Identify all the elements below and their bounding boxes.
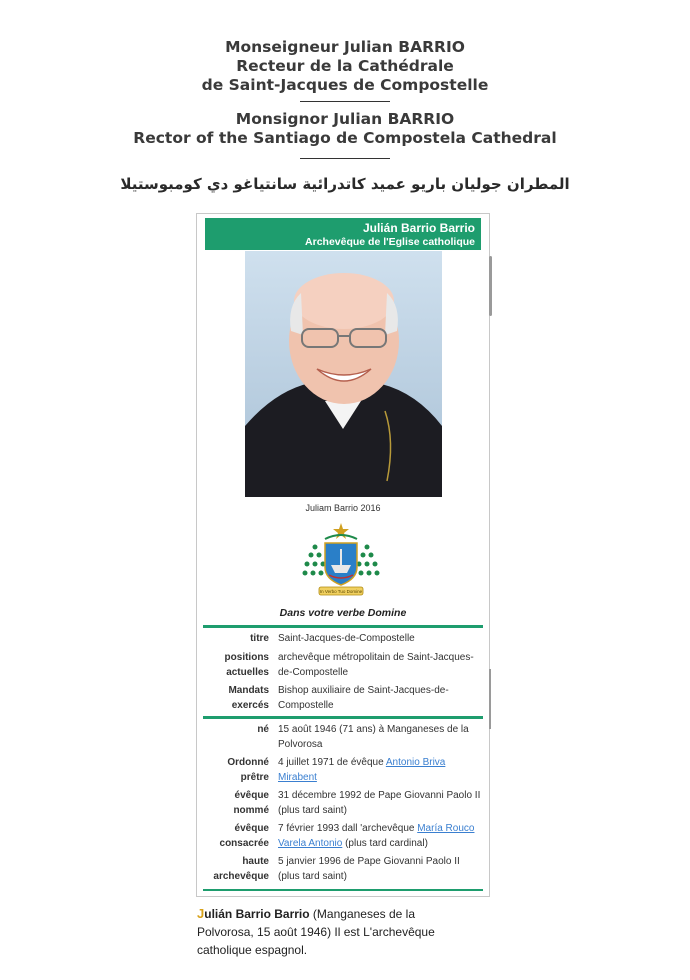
fr-line-1: Monseigneur Julian BARRIO (225, 38, 465, 56)
ordonne-text: 4 juillet 1971 de évêque (278, 757, 386, 768)
coat-of-arms-icon (301, 519, 381, 597)
infobox-title (205, 218, 481, 250)
info-value: 15 août 1946 (71 ans) à Manganeses de la Polvorosa (278, 724, 469, 750)
photo-caption: Juliam Barrio 2016 (305, 503, 381, 513)
divider (300, 158, 390, 159)
portrait-photo (245, 251, 442, 497)
infobox-name: Julián Barrio Barrio (362, 221, 475, 235)
section-separator (203, 889, 483, 891)
infobox-subtitle: Archevêque de l'Eglise catholique (305, 236, 475, 248)
scrollbar-track[interactable] (489, 669, 491, 729)
info-value: 5 janvier 1996 de Pape Giovanni Paolo II (plus tard saint) (278, 856, 460, 882)
coat-of-arms (301, 519, 381, 597)
divider (300, 101, 390, 102)
motto: Dans votre verbe Domine (279, 607, 407, 619)
portrait-image (245, 251, 442, 497)
info-value (278, 821, 483, 851)
info-key: Mandats exercés (228, 685, 269, 711)
english-heading (0, 110, 690, 148)
en-line-2: Rector of the Santiago de Compostela Cathedral (133, 129, 557, 147)
bio-paragraph (197, 905, 452, 959)
drop-initial: J (197, 906, 205, 921)
section-separator (203, 625, 483, 628)
consacree-text-after: (plus tard cardinal) (342, 838, 428, 849)
info-value: archevêque métropolitain de Saint-Jacques-de-Compostelle (278, 652, 474, 678)
info-value: Bishop auxiliaire de Saint-Jacques-de-Compostelle (278, 685, 449, 711)
fr-line-3: de Saint-Jacques de Compostelle (201, 76, 489, 94)
info-value: 31 décembre 1992 de Pape Giovanni Paolo II (plus tard saint) (278, 790, 481, 816)
info-key: titre (250, 633, 269, 644)
info-value: Saint-Jacques-de-Compostelle (278, 633, 415, 644)
info-key: né (257, 724, 269, 735)
arabic-heading: المطران جوليان باريو عميد كاتدرائية سانتياغو دي كومبوستيلا (120, 175, 570, 193)
section-separator (203, 716, 483, 719)
info-key: évêque consacrée (219, 823, 269, 849)
infobox (196, 213, 490, 897)
scrollbar-thumb[interactable] (489, 256, 492, 316)
french-heading (0, 38, 690, 95)
info-value (278, 755, 483, 785)
info-key: positions actuelles (224, 652, 269, 678)
consacree-text: 7 février 1993 dall 'archevêque (278, 823, 418, 834)
consacree-link[interactable]: María Rouco Varela Antonio (278, 823, 475, 849)
fr-line-2: Recteur de la Cathédrale (236, 57, 454, 75)
info-key: Ordonné prêtre (227, 757, 269, 783)
en-line-1: Monsignor Julian BARRIO (235, 110, 455, 128)
bio-name: ulián Barrio Barrio (204, 907, 310, 921)
info-key: haute archevêque (213, 856, 269, 882)
bio-text: (Manganeses de la Polvorosa, 15 août 1946) Il est L'archevêque catholique espagnol. (197, 907, 435, 957)
info-key: évêque nommé (233, 790, 269, 816)
coat-ribbon-text: In Verbo Tuo Domine (319, 589, 363, 594)
ordonne-link[interactable]: Antonio Briva Mirabent (278, 757, 446, 783)
